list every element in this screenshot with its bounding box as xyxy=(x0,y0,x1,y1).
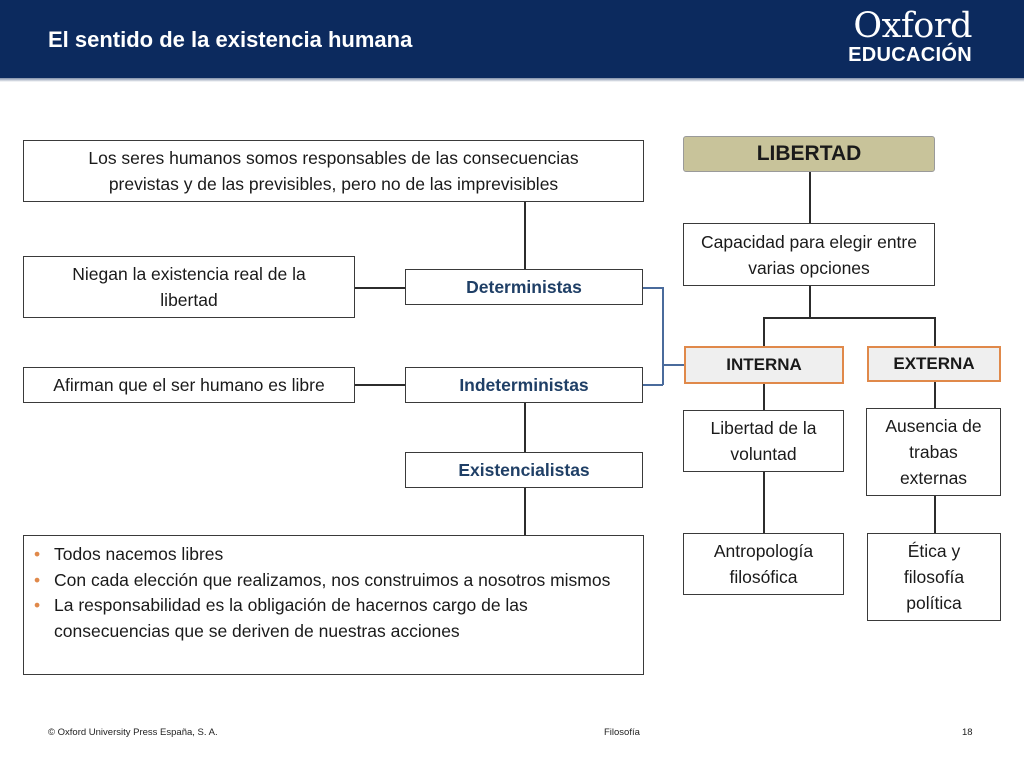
connector-indeterministas-existencialistas xyxy=(524,403,526,452)
box-afirman-text: Afirman que el ser humano es libre xyxy=(53,375,325,395)
bracket-vertical xyxy=(662,287,664,385)
bullet-text: Todos nacemos libres xyxy=(54,544,224,564)
box-externa xyxy=(867,346,1001,382)
box-externa-text: EXTERNA xyxy=(893,354,975,373)
bracket-to-interna xyxy=(662,364,684,366)
box-etica xyxy=(867,533,1001,621)
bullet-item xyxy=(32,542,633,568)
slide-title: El sentido de la existencia humana xyxy=(48,27,413,52)
bullet-item xyxy=(32,593,633,644)
box-interna-text: INTERNA xyxy=(726,355,802,374)
connector-split-interna xyxy=(763,317,765,346)
box-niegan-text: Niegan la existencia real de la libertad xyxy=(72,264,306,310)
box-libertad-voluntad-text: Libertad de la voluntad xyxy=(710,418,817,464)
box-afirman xyxy=(23,367,355,403)
box-ausencia-text: Ausencia de trabas externas xyxy=(885,416,982,488)
box-niegan xyxy=(23,256,355,318)
box-libertad-voluntad xyxy=(683,410,844,472)
box-interna xyxy=(684,346,844,384)
connector-split-externa xyxy=(934,317,936,346)
connector-libertad-capacidad xyxy=(809,172,811,223)
connector-split-horizontal xyxy=(763,317,935,319)
connector-niegan-deterministas xyxy=(355,287,405,289)
connector-existencialistas-bullets xyxy=(524,488,526,535)
bullet-list xyxy=(32,542,633,644)
box-deterministas-text: Deterministas xyxy=(466,277,582,297)
bullet-text: La responsabilidad es la obligación de hacernos cargo de las consecuencias que se deriven de nuestras acciones xyxy=(54,595,528,641)
box-indeterministas xyxy=(405,367,643,403)
footer-subject: Filosofía xyxy=(604,727,640,738)
box-antropologia-text: Antropología filosófica xyxy=(713,541,814,587)
bullet-dot-icon: • xyxy=(34,544,41,564)
oxford-logo: Oxford xyxy=(853,6,972,46)
box-capacidad-text: Capacidad para elegir entre varias opciones xyxy=(701,231,917,278)
box-antropologia xyxy=(683,533,844,595)
bullet-item xyxy=(32,568,633,594)
connector-ausencia-etica xyxy=(934,496,936,533)
box-libertad-text: LIBERTAD xyxy=(756,142,862,165)
box-libertad xyxy=(683,136,935,172)
connector-afirman-indeterministas xyxy=(355,384,405,386)
box-etica-text: Ética y filosofía política xyxy=(903,541,965,613)
connector-voluntad-antropologia xyxy=(763,472,765,533)
connector-interna-voluntad xyxy=(763,384,765,410)
header-shadow xyxy=(0,78,1024,82)
box-consecuencias-text: Los seres humanos somos responsables de las consecuencias previstas y de las previsibles, pero no de las imprevisibles xyxy=(88,148,579,194)
connector-capacidad-split xyxy=(809,286,811,318)
footer-page-number: 18 xyxy=(962,727,973,738)
bullet-dot-icon: • xyxy=(34,595,41,615)
connector-consecuencias-deterministas xyxy=(524,202,526,269)
box-existencialismo-bullets xyxy=(23,535,644,675)
educacion-logo: EDUCACIÓN xyxy=(848,44,972,66)
bracket-bottom xyxy=(643,384,663,386)
box-ausencia xyxy=(866,408,1001,496)
bullet-dot-icon: • xyxy=(34,569,41,590)
connector-externa-ausencia xyxy=(934,382,936,408)
box-consecuencias xyxy=(23,140,644,202)
box-indeterministas-text: Indeterministas xyxy=(459,375,589,395)
footer-copyright: © Oxford University Press España, S. A. xyxy=(48,727,218,738)
box-existencialistas-text: Existencialistas xyxy=(458,460,590,480)
box-existencialistas xyxy=(405,452,643,488)
box-capacidad xyxy=(683,223,935,286)
bullet-text: Con cada elección que realizamos, nos construimos a nosotros mismos xyxy=(54,569,611,590)
bracket-top xyxy=(643,287,663,289)
box-deterministas xyxy=(405,269,643,305)
